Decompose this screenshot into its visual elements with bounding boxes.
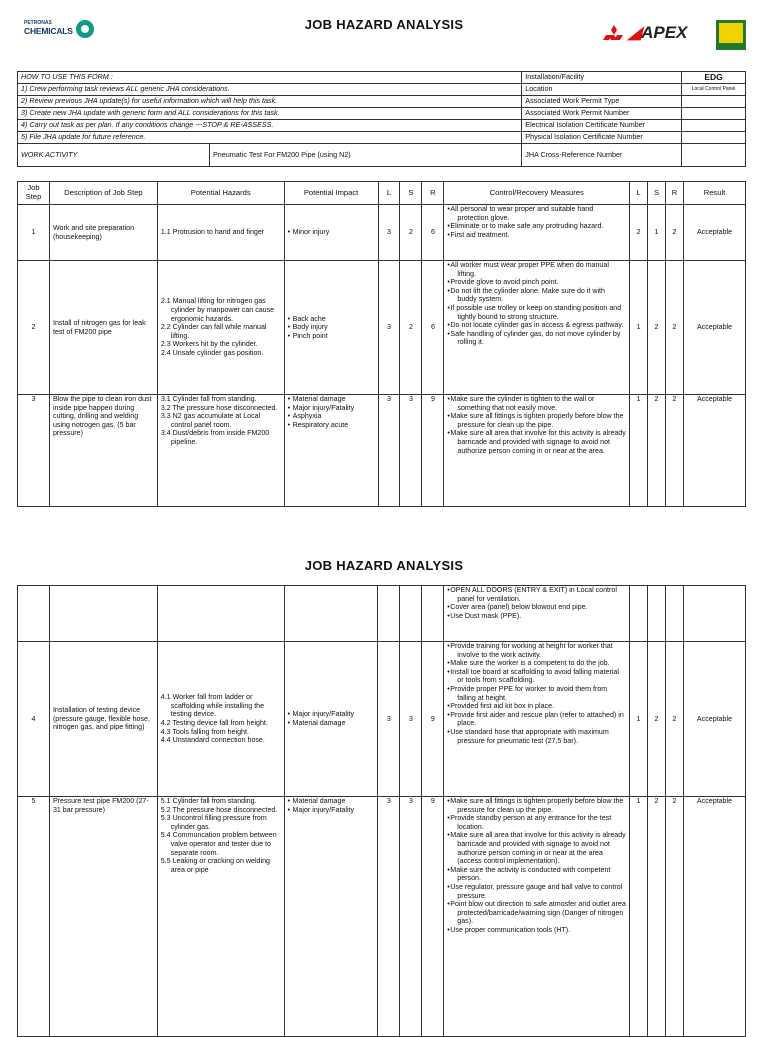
hazard-item: 4.2 Testing device fall from height. <box>160 719 268 727</box>
control-item: • Make sure all fittings is tighten properly before blow the pressure for clean up the pipe. <box>447 797 626 814</box>
how-to-step: 3) Create new JHA update with generic form and ALL considerations for this task. <box>18 108 522 120</box>
job-step-description: Install of nitrogen gas for leak test of FM200 pipe <box>49 261 157 395</box>
page-title-2: JOB HAZARD ANALYSIS <box>304 558 464 573</box>
impact-item: • Material damage <box>288 719 375 728</box>
work-activity-value: Pneumatic Test For FM200 Pipe (using N2) <box>209 144 351 166</box>
col-header: R <box>422 182 444 205</box>
col-header: L <box>378 182 400 205</box>
field-label: Associated Work Permit Type <box>522 96 682 108</box>
page-header <box>0 0 768 62</box>
mitsubishi-diamonds-icon <box>603 25 625 45</box>
field-value <box>682 144 746 167</box>
risk-value <box>422 586 444 642</box>
hazard-item: 2.3 Workers hit by the cylinder. <box>160 340 258 349</box>
hazard-item: 2.4 Unsafe cylinder gas position. <box>160 348 264 357</box>
field-value-installation: EDG <box>682 72 746 84</box>
potential-hazards-cell <box>157 205 284 261</box>
hazard-item: 5.1 Cylinder fall from standing. <box>160 797 257 805</box>
hazard-item: 4.1 Worker fall from ladder or scaffolding while installing the testing device. <box>160 693 265 719</box>
potential-impact-cell <box>284 205 378 261</box>
impact-list <box>288 228 375 237</box>
impact-item: • Material damage <box>288 395 375 404</box>
table-row <box>18 797 746 1037</box>
risk-value: 9 <box>422 395 444 507</box>
hazard-item: 3.4 Dust/debris from inside FM200 pipeline. <box>160 429 270 446</box>
control-item: • Make sure the worker is a competent to do the job. <box>447 659 626 668</box>
hazard-list <box>161 297 281 357</box>
potential-impact-cell <box>284 797 378 1037</box>
potential-hazards-cell <box>157 586 284 642</box>
col-header: Job Step <box>18 182 50 205</box>
impact-item: • Major injury/Fatality <box>288 404 375 413</box>
control-item: • All personal to wear proper and suitable hand protection glove. <box>447 205 626 222</box>
severity-value: 2 <box>400 261 422 395</box>
control-item: • Use Dust mask (PPE). <box>447 612 626 621</box>
field-value <box>682 132 746 144</box>
job-step-description: Pressure test pipe FM200 (27-31 bar pressure) <box>49 797 157 1037</box>
residual-risk-value: 2 <box>665 797 683 1037</box>
how-to-heading: HOW TO USE THIS FORM : <box>18 72 522 84</box>
control-item: • Eliminate or to make safe any protruding hazard. <box>447 222 626 231</box>
result-value: Acceptable <box>683 797 745 1037</box>
result-value <box>683 586 745 642</box>
likelihood-value: 3 <box>378 261 400 395</box>
hazard-item: 3.3 N2 gas accumulate at Local control panel room. <box>160 412 261 429</box>
residual-risk-value: 2 <box>666 261 684 395</box>
hazard-item: 4.4 Unstandard connection hose. <box>160 736 265 745</box>
hazard-item: 2.2 Cylinder can fall while manual lifting. <box>160 323 267 340</box>
severity-value: 3 <box>400 642 422 797</box>
field-label: Installation/Facility <box>522 72 682 84</box>
job-step-description: Blow the pipe to clean iron dust inside pipe happen during cutting, drilling and welding using notrogen gas. (5 bar pressure) <box>49 395 157 507</box>
residual-severity-value: 2 <box>648 261 666 395</box>
control-measures-cell <box>444 395 630 507</box>
control-item: • Provide first aider and rescue plan (refer to attached) in place. <box>447 711 626 728</box>
apex-logo <box>600 21 752 53</box>
impact-item: • Major injury/Fatality <box>288 710 375 719</box>
control-item: • Do not lift the cylinder alone. Make sure do it with buddy system. <box>447 287 626 304</box>
control-item: • Use proper communication tools (HT). <box>447 926 626 935</box>
control-item: • Make sure the cylinder is tighten to the wall or something that not easily move. <box>447 395 626 412</box>
logo-big-text: CHEMICALS <box>24 26 73 36</box>
form-info-table <box>17 71 746 167</box>
impact-list <box>288 797 375 814</box>
field-label: Electrical Isolation Certificate Number <box>522 120 682 132</box>
control-item: • Safe handling of cylinder gas, do not move cylinder by rolling it. <box>447 330 626 347</box>
control-list <box>447 642 626 745</box>
potential-hazards-cell <box>157 797 284 1037</box>
control-measures-cell <box>444 205 630 261</box>
risk-value: 6 <box>422 205 444 261</box>
residual-risk-value <box>665 586 683 642</box>
control-item: • All worker must wear proper PPE when do manual lifting. <box>447 261 626 278</box>
impact-list <box>288 395 375 429</box>
control-item: • Make sure all area that involve for this activity is already barricade and provided with signage to avoid not authorize person coming in or near at the area (access control implementation). <box>447 831 626 865</box>
residual-likelihood-value <box>630 586 648 642</box>
hazard-list <box>161 228 281 237</box>
residual-risk-value: 2 <box>665 642 683 797</box>
control-item: • Point blow out direction to safe atmosfer and outlet area protected/barricade/warning sign (Danger of nitrogen gas). <box>447 900 626 926</box>
table-row <box>18 205 746 261</box>
control-item: • Make sure the activity is conducted with competent person. <box>447 866 626 883</box>
page-title: JOB HAZARD ANALYSIS <box>304 17 464 32</box>
table-row <box>18 261 746 395</box>
control-list <box>447 395 626 455</box>
control-list <box>447 261 626 347</box>
control-item: • Install toe board at scaffolding to avoid falling material or tools from scaffolding. <box>447 668 626 685</box>
job-step-description <box>49 586 157 642</box>
job-step-number: 3 <box>18 395 50 507</box>
control-list <box>447 205 626 239</box>
col-header: S <box>400 182 422 205</box>
likelihood-value: 3 <box>378 205 400 261</box>
job-step-description: Work and site preparation (housekeeping) <box>49 205 157 261</box>
green-yellow-badge-icon <box>716 20 746 50</box>
field-value-location: Local Control Panel <box>682 84 746 96</box>
potential-hazards-cell <box>157 642 284 797</box>
potential-impact-cell <box>284 642 378 797</box>
residual-severity-value: 2 <box>648 395 666 507</box>
residual-severity-value <box>648 586 666 642</box>
impact-item: • Material damage <box>288 797 375 806</box>
hazard-item: 5.5 Leaking or cracking on welding area or pipe <box>160 857 270 874</box>
field-value <box>682 96 746 108</box>
hazard-item: 5.3 Uncontrol filling pressure from cylinder gas. <box>160 814 267 831</box>
field-value <box>682 120 746 132</box>
job-step-number: 4 <box>18 642 50 797</box>
jha-table-page-1 <box>17 181 746 507</box>
control-item: • Make sure all area that involve for this activity is already barricade and provided with signage to avoid not authorize person coming in or near at the area. <box>447 429 626 455</box>
residual-severity-value: 2 <box>648 797 666 1037</box>
impact-item: • Asphyxia <box>288 412 375 421</box>
severity-value <box>400 586 422 642</box>
how-to-step: 2) Review previous JHA update(s) for useful information which will help this task. <box>18 96 522 108</box>
control-item: • OPEN ALL DOORS (ENTRY & EXIT) in Local control panel for ventilation. <box>447 586 626 603</box>
potential-impact-cell <box>284 261 378 395</box>
job-step-number: 5 <box>18 797 50 1037</box>
control-item: • First aid treatment. <box>447 231 626 240</box>
control-item: • Provide proper PPE for worker to avoid them from falling at height. <box>447 685 626 702</box>
how-to-step: 4) Carry out task as per plan. If any conditions change ---STOP & RE-ASSESS. <box>18 120 522 132</box>
residual-likelihood-value: 1 <box>630 261 648 395</box>
hazard-item: 5.4 Communcation problem between valve operator and tester due to separate room. <box>160 831 277 857</box>
table-header-row <box>18 182 746 205</box>
likelihood-value <box>378 586 400 642</box>
field-label: Physical Isolation Certificate Number <box>522 132 682 144</box>
hazard-item: 3.1 Cylinder fall from standing. <box>160 395 257 403</box>
job-step-number: 2 <box>18 261 50 395</box>
potential-hazards-cell <box>157 395 284 507</box>
control-item: • If possible use trolley or keep on standing position and tightly bound to strong structure. <box>447 304 626 321</box>
work-activity-label: WORK ACTIVITY <box>21 150 78 159</box>
severity-value: 3 <box>400 797 422 1037</box>
result-value: Acceptable <box>683 642 745 797</box>
col-header: Description of Job Step <box>49 182 157 205</box>
control-item: • Make sure all fittings is tighten properly before blow the pressure for clean up the pipe. <box>447 412 626 429</box>
hazard-list <box>161 693 281 745</box>
hazard-list <box>161 797 281 874</box>
hazard-item: 1.1 Protrusion to hand and finger <box>160 228 265 237</box>
result-value: Acceptable <box>683 395 745 507</box>
table-row <box>18 395 746 507</box>
jha-table-page-2 <box>17 585 746 1037</box>
hazard-item: 4.3 Tools falling from height. <box>160 727 249 736</box>
how-to-step: 1) Crew performing task reviews ALL generic JHA considerations. <box>18 84 522 96</box>
residual-likelihood-value: 1 <box>630 395 648 507</box>
residual-likelihood-value: 1 <box>630 797 648 1037</box>
job-step-number <box>18 586 50 642</box>
hazard-list <box>161 395 281 447</box>
result-value: Acceptable <box>683 261 745 395</box>
control-measures-cell <box>444 261 630 395</box>
hazard-item: 2.1 Manual lifting for nitrogen gas cylinder by manpower can cause ergonomic hazards. <box>160 297 275 323</box>
table-row <box>18 642 746 797</box>
impact-item: • Body injury <box>288 323 375 332</box>
likelihood-value: 3 <box>378 642 400 797</box>
how-to-step: 5) File JHA update for future reference. <box>18 132 522 144</box>
table-row <box>18 586 746 642</box>
col-header: Potential Impact <box>284 182 378 205</box>
control-item: • Do not locate cylinder gas in access & egress pathway. <box>447 321 626 330</box>
severity-value: 3 <box>400 395 422 507</box>
control-measures-cell <box>444 642 630 797</box>
job-step-number: 1 <box>18 205 50 261</box>
control-list <box>447 797 626 935</box>
potential-impact-cell <box>284 586 378 642</box>
field-label: Associated Work Permit Number <box>522 108 682 120</box>
impact-item: • Back ache <box>288 315 375 324</box>
residual-likelihood-value: 2 <box>630 205 648 261</box>
result-value: Acceptable <box>683 205 745 261</box>
impact-item: • Minor injury <box>288 228 375 237</box>
control-item: • Use regulator, pressure gauge and ball valve to control pressure. <box>447 883 626 900</box>
impact-item: • Major injury/Fatality <box>288 806 375 815</box>
severity-value: 2 <box>400 205 422 261</box>
potential-hazards-cell <box>157 261 284 395</box>
control-item: • Cover area (panel) below blowout end pipe. <box>447 603 626 612</box>
col-header: L <box>630 182 648 205</box>
impact-item: • Respiratory acute <box>288 421 375 430</box>
col-header: Control/Recovery Measures <box>444 182 630 205</box>
likelihood-value: 3 <box>378 797 400 1037</box>
impact-list <box>288 315 375 341</box>
hazard-item: 5.2 The pressure hose disconnected. <box>160 805 278 814</box>
col-header: Potential Hazards <box>157 182 284 205</box>
likelihood-value: 3 <box>378 395 400 507</box>
job-step-description: Installation of testing device (pressure gauge, flexible hose, nitrogen gas, and pipe fitting) <box>49 642 157 797</box>
control-item: • Provide training for working at height for worker that involve to the work activity. <box>447 642 626 659</box>
field-label: JHA Cross-Reference Number <box>522 144 682 167</box>
col-header: Result <box>683 182 745 205</box>
residual-risk-value: 2 <box>666 205 684 261</box>
risk-value: 9 <box>422 642 444 797</box>
impact-list <box>288 710 375 727</box>
residual-risk-value: 2 <box>666 395 684 507</box>
control-item: • Use standard hose that appropriate with maximum pressure for pneumatic test (27,5 bar). <box>447 728 626 745</box>
logo-small-text: PETRONAS <box>24 20 52 26</box>
control-measures-cell <box>444 586 630 642</box>
control-measures-cell <box>444 797 630 1037</box>
control-list <box>447 586 626 620</box>
residual-severity-value: 2 <box>648 642 666 797</box>
risk-value: 6 <box>422 261 444 395</box>
control-item: • Provide standby person at any entrance for the test location. <box>447 814 626 831</box>
col-header: S <box>648 182 666 205</box>
risk-value: 9 <box>422 797 444 1037</box>
residual-likelihood-value: 1 <box>630 642 648 797</box>
control-item: • Provide glove to avoid pinch point. <box>447 278 626 287</box>
hazard-item: 3.2 The pressure hose disconnected. <box>160 403 278 412</box>
col-header: R <box>666 182 684 205</box>
control-item: • Provided first aid kit box in place. <box>447 702 626 711</box>
impact-item: • Pinch point <box>288 332 375 341</box>
field-value <box>682 108 746 120</box>
field-label: Location <box>522 84 682 96</box>
potential-impact-cell <box>284 395 378 507</box>
apex-brand: ◢APEX <box>628 23 688 42</box>
residual-severity-value: 1 <box>648 205 666 261</box>
